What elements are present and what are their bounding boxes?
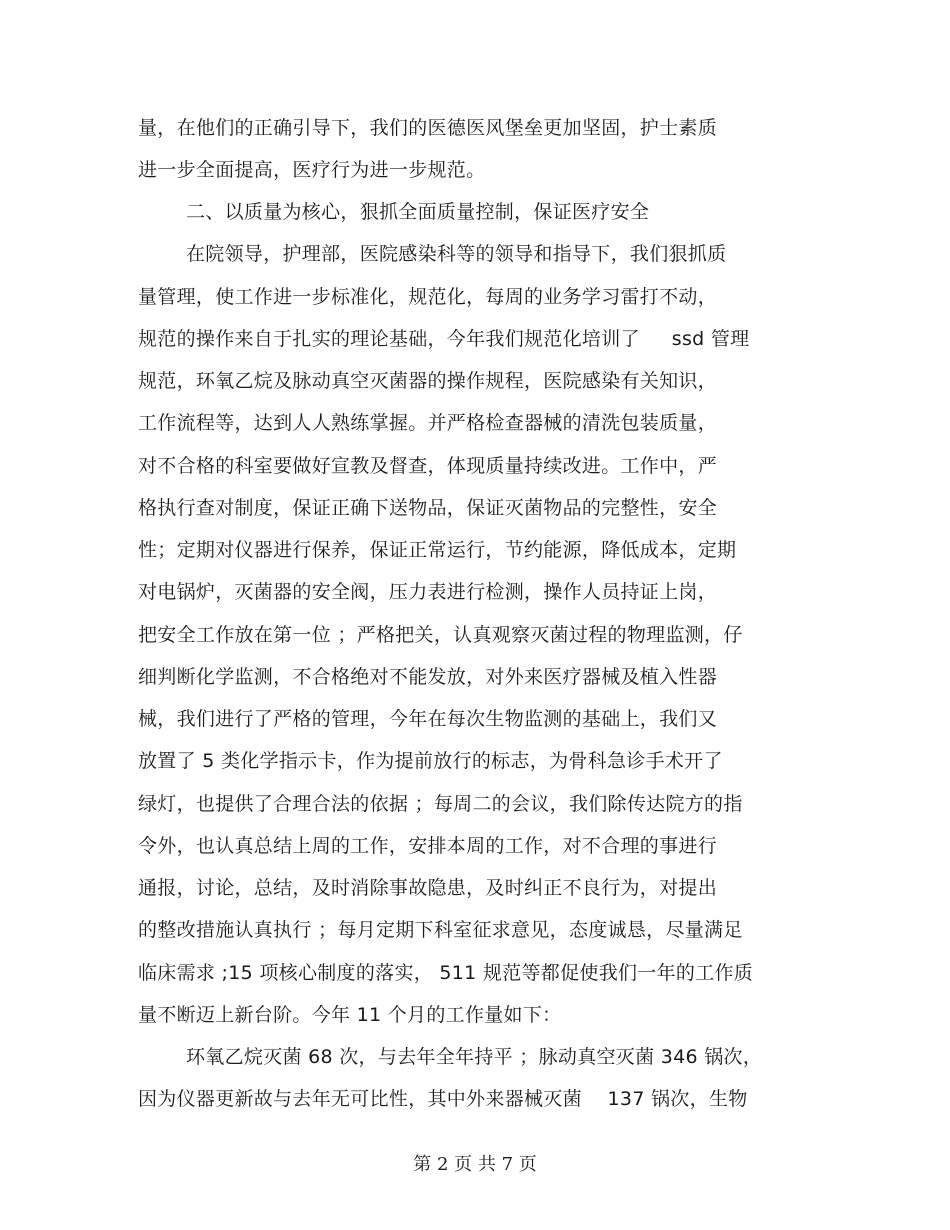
text-line: 工作流程等，达到人人熟练掌握。并严格检查器械的清洗包装质量， [138, 412, 718, 434]
text-line: 量不断迈上新台阶。今年 11 个月的工作量如下： [138, 1004, 562, 1026]
text-line: 规范，环氧乙烷及脉动真空灭菌器的操作规程，医院感染有关知识， [138, 370, 718, 392]
text-line: 把安全工作放在第一位 ；严格把关，认真观察灭菌过程的物理监测，仔 [138, 624, 743, 646]
text-line: 绿灯，也提供了合理合法的依据 ；每周二的会议，我们除传达院方的指 [138, 793, 743, 815]
text-line: 放置了 5 类化学指示卡，作为提前放行的标志，为骨科急诊手术开了 [138, 750, 723, 772]
text-line: 量管理，使工作进一步标准化，规范化，每周的业务学习雷打不动， [138, 286, 718, 308]
text-line: 因为仪器更新故与去年无可比性，其中外来器械灭菌 137 锅次，生物 [138, 1088, 748, 1110]
text-line: 格执行查对制度，保证正确下送物品，保证灭菌物品的完整性，安全 [138, 497, 718, 519]
text-line: 械，我们进行了严格的管理，今年在每次生物监测的基础上，我们又 [138, 708, 718, 730]
text-line: 细判断化学监测，不合格绝对不能发放，对外来医疗器械及植入性器 [138, 666, 718, 688]
page-number-footer: 第 2 页 共 7 页 [413, 1154, 537, 1175]
text-line: 令外，也认真总结上周的工作，安排本周的工作，对不合理的事进行 [138, 835, 718, 857]
text-line: 在院领导，护理部，医院感染科等的领导和指导下，我们狠抓质 [186, 243, 727, 265]
text-line: 对电锅炉，灭菌器的安全阀，压力表进行检测，操作人员持证上岗， [138, 581, 718, 603]
text-line: 临床需求 ;15 项核心制度的落实， 511 规范等都促使我们一年的工作质 [138, 962, 754, 984]
text-line: 进一步全面提高，医疗行为进一步规范。 [138, 159, 486, 181]
text-line: 的整改措施认真执行 ；每月定期下科室征求意见，态度诚恳，尽量满足 [138, 919, 743, 941]
text-line: 通报，讨论，总结，及时消除事故隐患，及时纠正不良行为，对提出 [138, 877, 718, 899]
text-line: 量，在他们的正确引导下，我们的医德医风堡垒更加坚固，护士素质 [138, 117, 718, 139]
text-line: 对不合格的科室要做好宣教及督查，体现质量持续改进。工作中，严 [138, 455, 718, 477]
text-line: 环氧乙烷灭菌 68 次，与去年全年持平 ；脉动真空灭菌 346 锅次， [186, 1046, 763, 1068]
text-line: 规范的操作来自于扎实的理论基础，今年我们规范化培训了 ssd 管理 [138, 328, 750, 350]
section-heading: 二、以质量为核心，狠抓全面质量控制，保证医疗安全 [186, 201, 650, 223]
text-line: 性；定期对仪器进行保养，保证正常运行，节约能源，降低成本，定期 [138, 539, 737, 561]
